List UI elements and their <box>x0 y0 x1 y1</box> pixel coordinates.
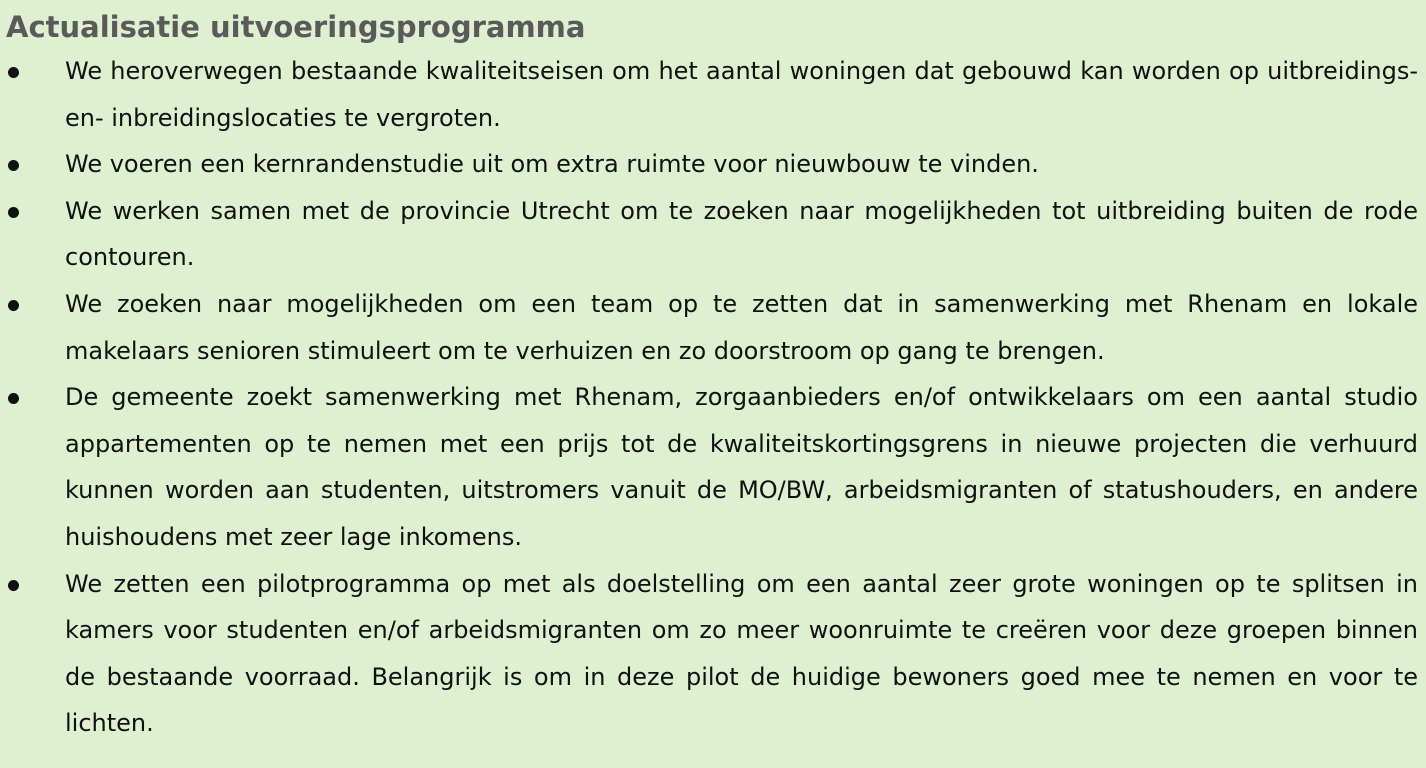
list-item-text: We heroverwegen bestaande kwaliteitseisen om het aantal woningen dat gebouwd kan worden op uitbreidings- en- inbreidingslocaties te vergroten. <box>65 57 1418 132</box>
bullet-list <box>6 48 1418 747</box>
list-item <box>6 281 1418 374</box>
bullet-icon <box>8 300 19 311</box>
list-item <box>6 561 1418 747</box>
list-item-text: De gemeente zoekt samenwerking met Rhenam, zorgaanbieders en/of ontwikkelaars om een aantal studio appartementen op te nemen met een prijs tot de kwaliteitskortingsgrens in nieuwe projecten die verhuurd kunnen worden aan studenten, uitstromers vanuit de MO/BW, arbeidsmigranten of statushouders, en andere huishoudens met zeer lage inkomens. <box>65 383 1418 551</box>
list-item <box>6 48 1418 141</box>
list-item <box>6 374 1418 560</box>
list-item-text: We voeren een kernrandenstudie uit om extra ruimte voor nieuwbouw te vinden. <box>65 150 1039 179</box>
bullet-icon <box>8 207 19 218</box>
bullet-icon <box>8 67 19 78</box>
list-item-text: We zoeken naar mogelijkheden om een team op te zetten dat in samenwerking met Rhenam en lokale makelaars senioren stimuleert om te verhuizen en zo doorstroom op gang te brengen. <box>65 289 1418 365</box>
list-item <box>6 141 1418 188</box>
list-item-text: We zetten een pilotprogramma op met als doelstelling om een aantal zeer grote woningen op te splitsen in kamers voor studenten en/of arbeidsmigranten om zo meer woonruimte te creëren voor deze groepen binnen de bestaande voorraad. Belangrijk is om in deze pilot de huidige bewoners goed mee te nemen en voor te lichten. <box>65 569 1418 738</box>
bullet-icon <box>8 393 19 404</box>
section-title: Actualisatie uitvoeringsprogramma <box>6 10 586 44</box>
bullet-icon <box>8 160 19 171</box>
list-item-text: We werken samen met de provincie Utrecht om te zoeken naar mogelijkheden tot uitbreiding buiten de rode contouren. <box>65 196 1418 272</box>
list-item <box>6 188 1418 281</box>
bullet-icon <box>8 580 19 591</box>
